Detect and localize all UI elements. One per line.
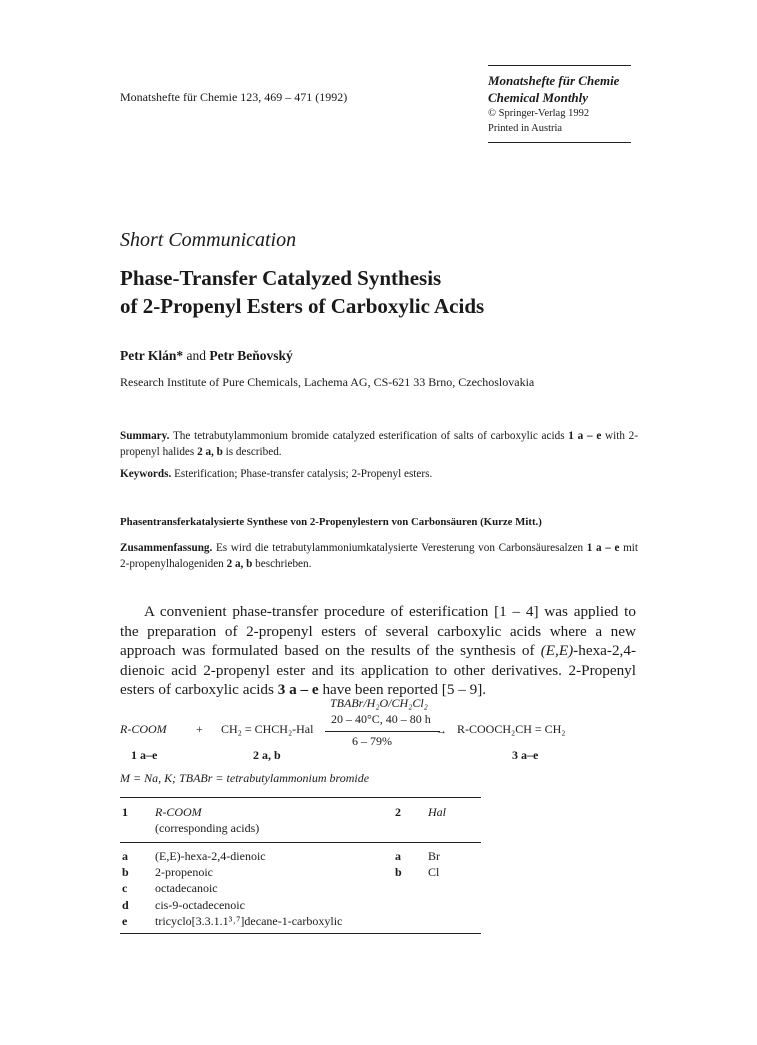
label-3: 3 a–e	[512, 748, 539, 762]
german-text-1: Es wird die tetrabutylammoniumkatalysierte Veresterung von Carbonsäuresalzen	[212, 542, 587, 554]
row-halide-key: a	[395, 849, 401, 863]
row-acid: 2-propenoic	[155, 865, 213, 880]
german-text-2: mit 2-propenylhalogeniden	[120, 542, 639, 570]
row-acid: tricyclo[3.3.1.1³˒⁷]decane-1-carboxylic	[155, 913, 343, 928]
reagent-2: CH₂ = CHCH₂-Hal	[221, 722, 314, 736]
author-1: Petr Klán*	[120, 348, 184, 363]
summary-compound-1: 1 a – e	[568, 430, 602, 442]
body-text-1: A convenient phase-transfer procedure of esterification [1 – 4] was applied to the preparation of 2-propenyl esters of several carboxylic acids where a new approach was formulated based on the results of the synthesis of	[120, 603, 636, 659]
reagent-1: R-COOM	[120, 722, 167, 736]
journal-name-en: Chemical Monthly	[488, 90, 589, 105]
german-title: Phasentransferkatalysierte Synthese von 2-Propenylestern von Carbonsäuren (Kurze Mitt.)	[120, 516, 542, 528]
citation-line: Monatshefte für Chemie 123, 469 – 471 (1992)	[120, 90, 348, 104]
printed-in: Printed in Austria	[488, 123, 563, 134]
article-title	[120, 264, 640, 320]
journal-name: Monatshefte für Chemie	[488, 73, 620, 88]
row-halide: Br	[428, 849, 440, 863]
table-rule-mid	[120, 842, 481, 843]
body-compound: 3 a – e	[277, 681, 319, 698]
table-rule-bottom	[120, 933, 481, 934]
affiliation: Research Institute of Pure Chemicals, Lachema AG, CS-621 33 Brno, Czechoslovakia	[120, 375, 535, 389]
label-2: 2 a, b	[253, 748, 281, 762]
keywords-text: Esterification; Phase-transfer catalysis; 2-Propenyl esters.	[171, 468, 433, 480]
condition-1: TBABr/H₂O/CH₂Cl₂	[330, 696, 428, 710]
product: R-COOCH₂CH = CH₂	[457, 722, 566, 736]
title-line-2: of 2-Propenyl Esters of Carboxylic Acids	[120, 294, 485, 318]
table-header-3: 2	[395, 805, 401, 819]
row-acid: (E,E)-hexa-2,4-dienoic	[155, 849, 266, 863]
table-header-2: R-COOM	[155, 805, 202, 819]
summary-text-1: The tetrabutylammonium bromide catalyzed esterification of salts of carboxylic acids	[169, 430, 569, 442]
row-key: b	[122, 865, 129, 880]
row-key: a	[122, 849, 128, 863]
label-1: 1 a–e	[131, 748, 158, 762]
german-text-3: beschrieben.	[252, 558, 312, 570]
summary-text-2: with 2-propenyl halides	[120, 430, 638, 458]
body-stereo: (E,E)	[540, 642, 574, 659]
yield: 6 – 79%	[352, 734, 392, 748]
german-compound-2: 2 a, b	[226, 558, 253, 570]
row-halide-key: b	[395, 865, 402, 880]
section-type: Short Communication	[120, 229, 297, 251]
summary-label: Summary.	[120, 430, 170, 442]
table-header-1: 1	[122, 805, 128, 819]
author-and: and	[183, 348, 210, 363]
journal-rule-top	[488, 65, 631, 66]
german-label: Zusammenfassung.	[120, 542, 213, 554]
body-text-3: have been reported [5 – 9].	[318, 681, 487, 698]
reaction-legend: M = Na, K; TBABr = tetrabutylammonium bromide	[120, 771, 370, 785]
row-acid: octadecanoic	[155, 881, 218, 896]
authors	[120, 348, 293, 364]
keywords	[120, 466, 638, 482]
title-line-1: Phase-Transfer Catalyzed Synthesis	[120, 266, 442, 290]
row-key: c	[122, 881, 128, 896]
arrow-head-icon: →	[436, 725, 447, 737]
summary-text-3: is described.	[222, 446, 282, 458]
row-acid: cis-9-octadecenoic	[155, 897, 245, 912]
row-halide: Cl	[428, 865, 440, 880]
copyright: © Springer-Verlag 1992	[488, 108, 590, 119]
row-key: e	[122, 913, 128, 928]
journal-box	[488, 65, 631, 143]
journal-rule-bottom	[488, 142, 631, 143]
table-rule-top	[120, 797, 481, 798]
table-header-2-sub: (corresponding acids)	[155, 821, 260, 835]
condition-2: 20 – 40°C, 40 – 80 h	[331, 712, 431, 726]
summary-compound-2: 2 a, b	[197, 446, 223, 458]
body-text-2: -hexa-2,4-dienoic acid 2-propenyl ester and its application to other derivatives. 2-Propenyl esters of carboxylic acids	[120, 642, 636, 698]
row-key: d	[122, 897, 129, 912]
german-summary	[120, 540, 638, 572]
body-paragraph	[120, 602, 636, 700]
reaction-arrow	[325, 731, 440, 732]
author-2: Petr Beňovský	[209, 348, 293, 363]
summary	[120, 428, 638, 460]
german-compound-1: 1 a – e	[586, 542, 620, 554]
table-header-4: Hal	[428, 805, 446, 819]
plus-sign: +	[196, 722, 203, 736]
keywords-label: Keywords.	[120, 468, 172, 480]
